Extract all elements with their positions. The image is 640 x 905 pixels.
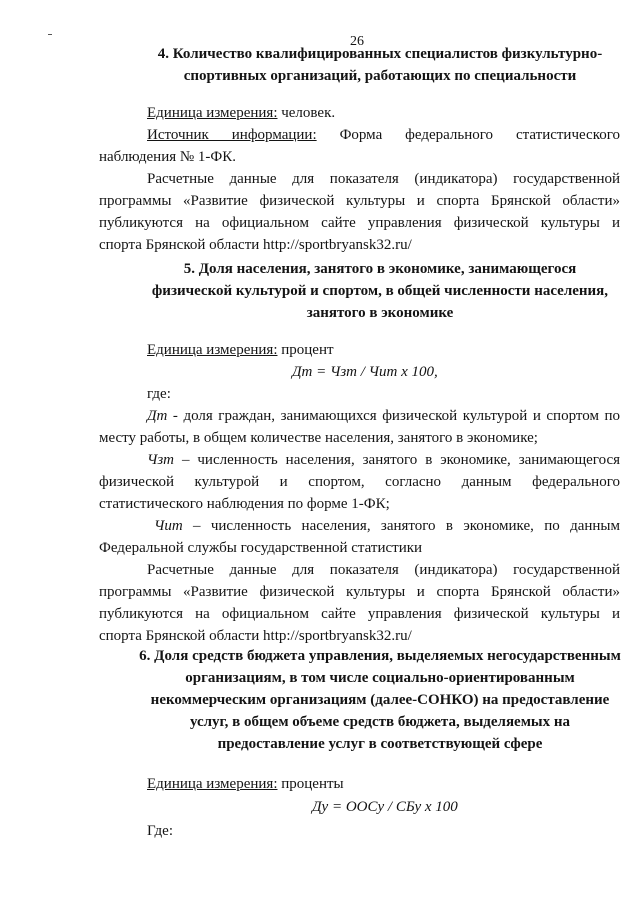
- unit-label: Единица измерения:: [147, 342, 278, 358]
- section5-title-line1: 5. Доля населения, занятого в экономике, занимающегося: [183, 261, 577, 277]
- section4-calc-line3: публикуются на официальном сайте управления физической культуры и: [99, 215, 620, 231]
- section5-calc-line1: Расчетные данные для показателя (индикатора) государственной: [147, 562, 620, 578]
- section5-calc-line3: публикуются на официальном сайте управления физической культуры и: [99, 606, 620, 622]
- unit-value: процент: [277, 342, 334, 358]
- term-dt: Дт: [147, 408, 168, 424]
- page-number: 26: [350, 34, 364, 49]
- section5-title-line2: физической культурой и спортом, в общей численности населения,: [151, 283, 609, 299]
- section6-title-line3: некоммерческим организациям (далее-СОНКО) на предоставление: [150, 692, 610, 708]
- section6-title-line2: организациям, в том числе социально-ориентированным: [185, 670, 575, 686]
- section4-title-line1: 4. Количество квалифицированных специалистов физкультурно-: [157, 46, 603, 62]
- section5-calc-line2: программы «Развитие физической культуры и спорта Брянской области»: [99, 584, 620, 600]
- section4-source-cont: наблюдения № 1-ФК.: [99, 149, 237, 165]
- section5-unit: [147, 341, 334, 360]
- source-value: Форма федерального статистического: [339, 127, 621, 143]
- section6-unit: [147, 775, 344, 794]
- section5-title-line3: занятого в экономике: [306, 305, 454, 321]
- section4-source: [147, 126, 620, 145]
- unit-value: проценты: [277, 776, 344, 792]
- term-chzt: Чзт: [147, 452, 175, 468]
- section6-title-line5: предоставление услуг в соответствующей сфере: [217, 736, 543, 752]
- chit-desc: – численность населения, занятого в экономике, по данным: [182, 518, 620, 534]
- section5-chit-line1: [154, 517, 620, 536]
- section5-calc-line4: спорта Брянской области http://sportbryansk32.ru/: [99, 628, 412, 644]
- section5-chzt-line1: [147, 451, 620, 470]
- section4-calc-line2: программы «Развитие физической культуры и спорта Брянской области»: [99, 193, 620, 209]
- unit-label: Единица измерения:: [147, 776, 278, 792]
- term-chit: Чит: [154, 518, 183, 534]
- section4-calc-line1: Расчетные данные для показателя (индикатора) государственной: [147, 171, 620, 187]
- section6-title-line4: услуг, в общем объеме средств бюджета, выделяемых на: [189, 714, 571, 730]
- chzt-desc: – численность населения, занятого в экономике, занимающегося: [174, 452, 620, 468]
- section4-unit: [147, 104, 335, 123]
- section5-where: где:: [147, 386, 171, 402]
- section6-title-line1: 6. Доля средств бюджета управления, выделяемых негосударственным: [139, 648, 621, 664]
- section6-formula: Ду = ООСу / СБу х 100: [312, 799, 458, 815]
- section4-calc-line4: спорта Брянской области http://sportbryansk32.ru/: [99, 237, 412, 253]
- section5-chzt-line2: физической культурой и спортом, согласно данным федерального: [99, 474, 620, 490]
- section5-dt-line1: [147, 407, 620, 426]
- section6-where: Где:: [147, 823, 174, 839]
- dt-desc: - доля граждан, занимающихся физической культурой и спортом по: [167, 408, 620, 424]
- section5-chzt-line3: статистического наблюдения по форме 1-ФК;: [99, 496, 390, 512]
- section4-title-line2: спортивных организаций, работающих по специальности: [183, 68, 577, 84]
- section5-formula: Дт = Чзт / Чит х 100,: [292, 364, 438, 380]
- unit-label: Единица измерения:: [147, 105, 278, 121]
- section5-chit-line2: Федеральной службы государственной статистики: [99, 540, 423, 556]
- section5-dt-line2: месту работы, в общем количестве населения, занятого в экономике;: [99, 430, 538, 446]
- source-label: Источник информации:: [147, 127, 317, 143]
- unit-value: человек.: [277, 105, 336, 121]
